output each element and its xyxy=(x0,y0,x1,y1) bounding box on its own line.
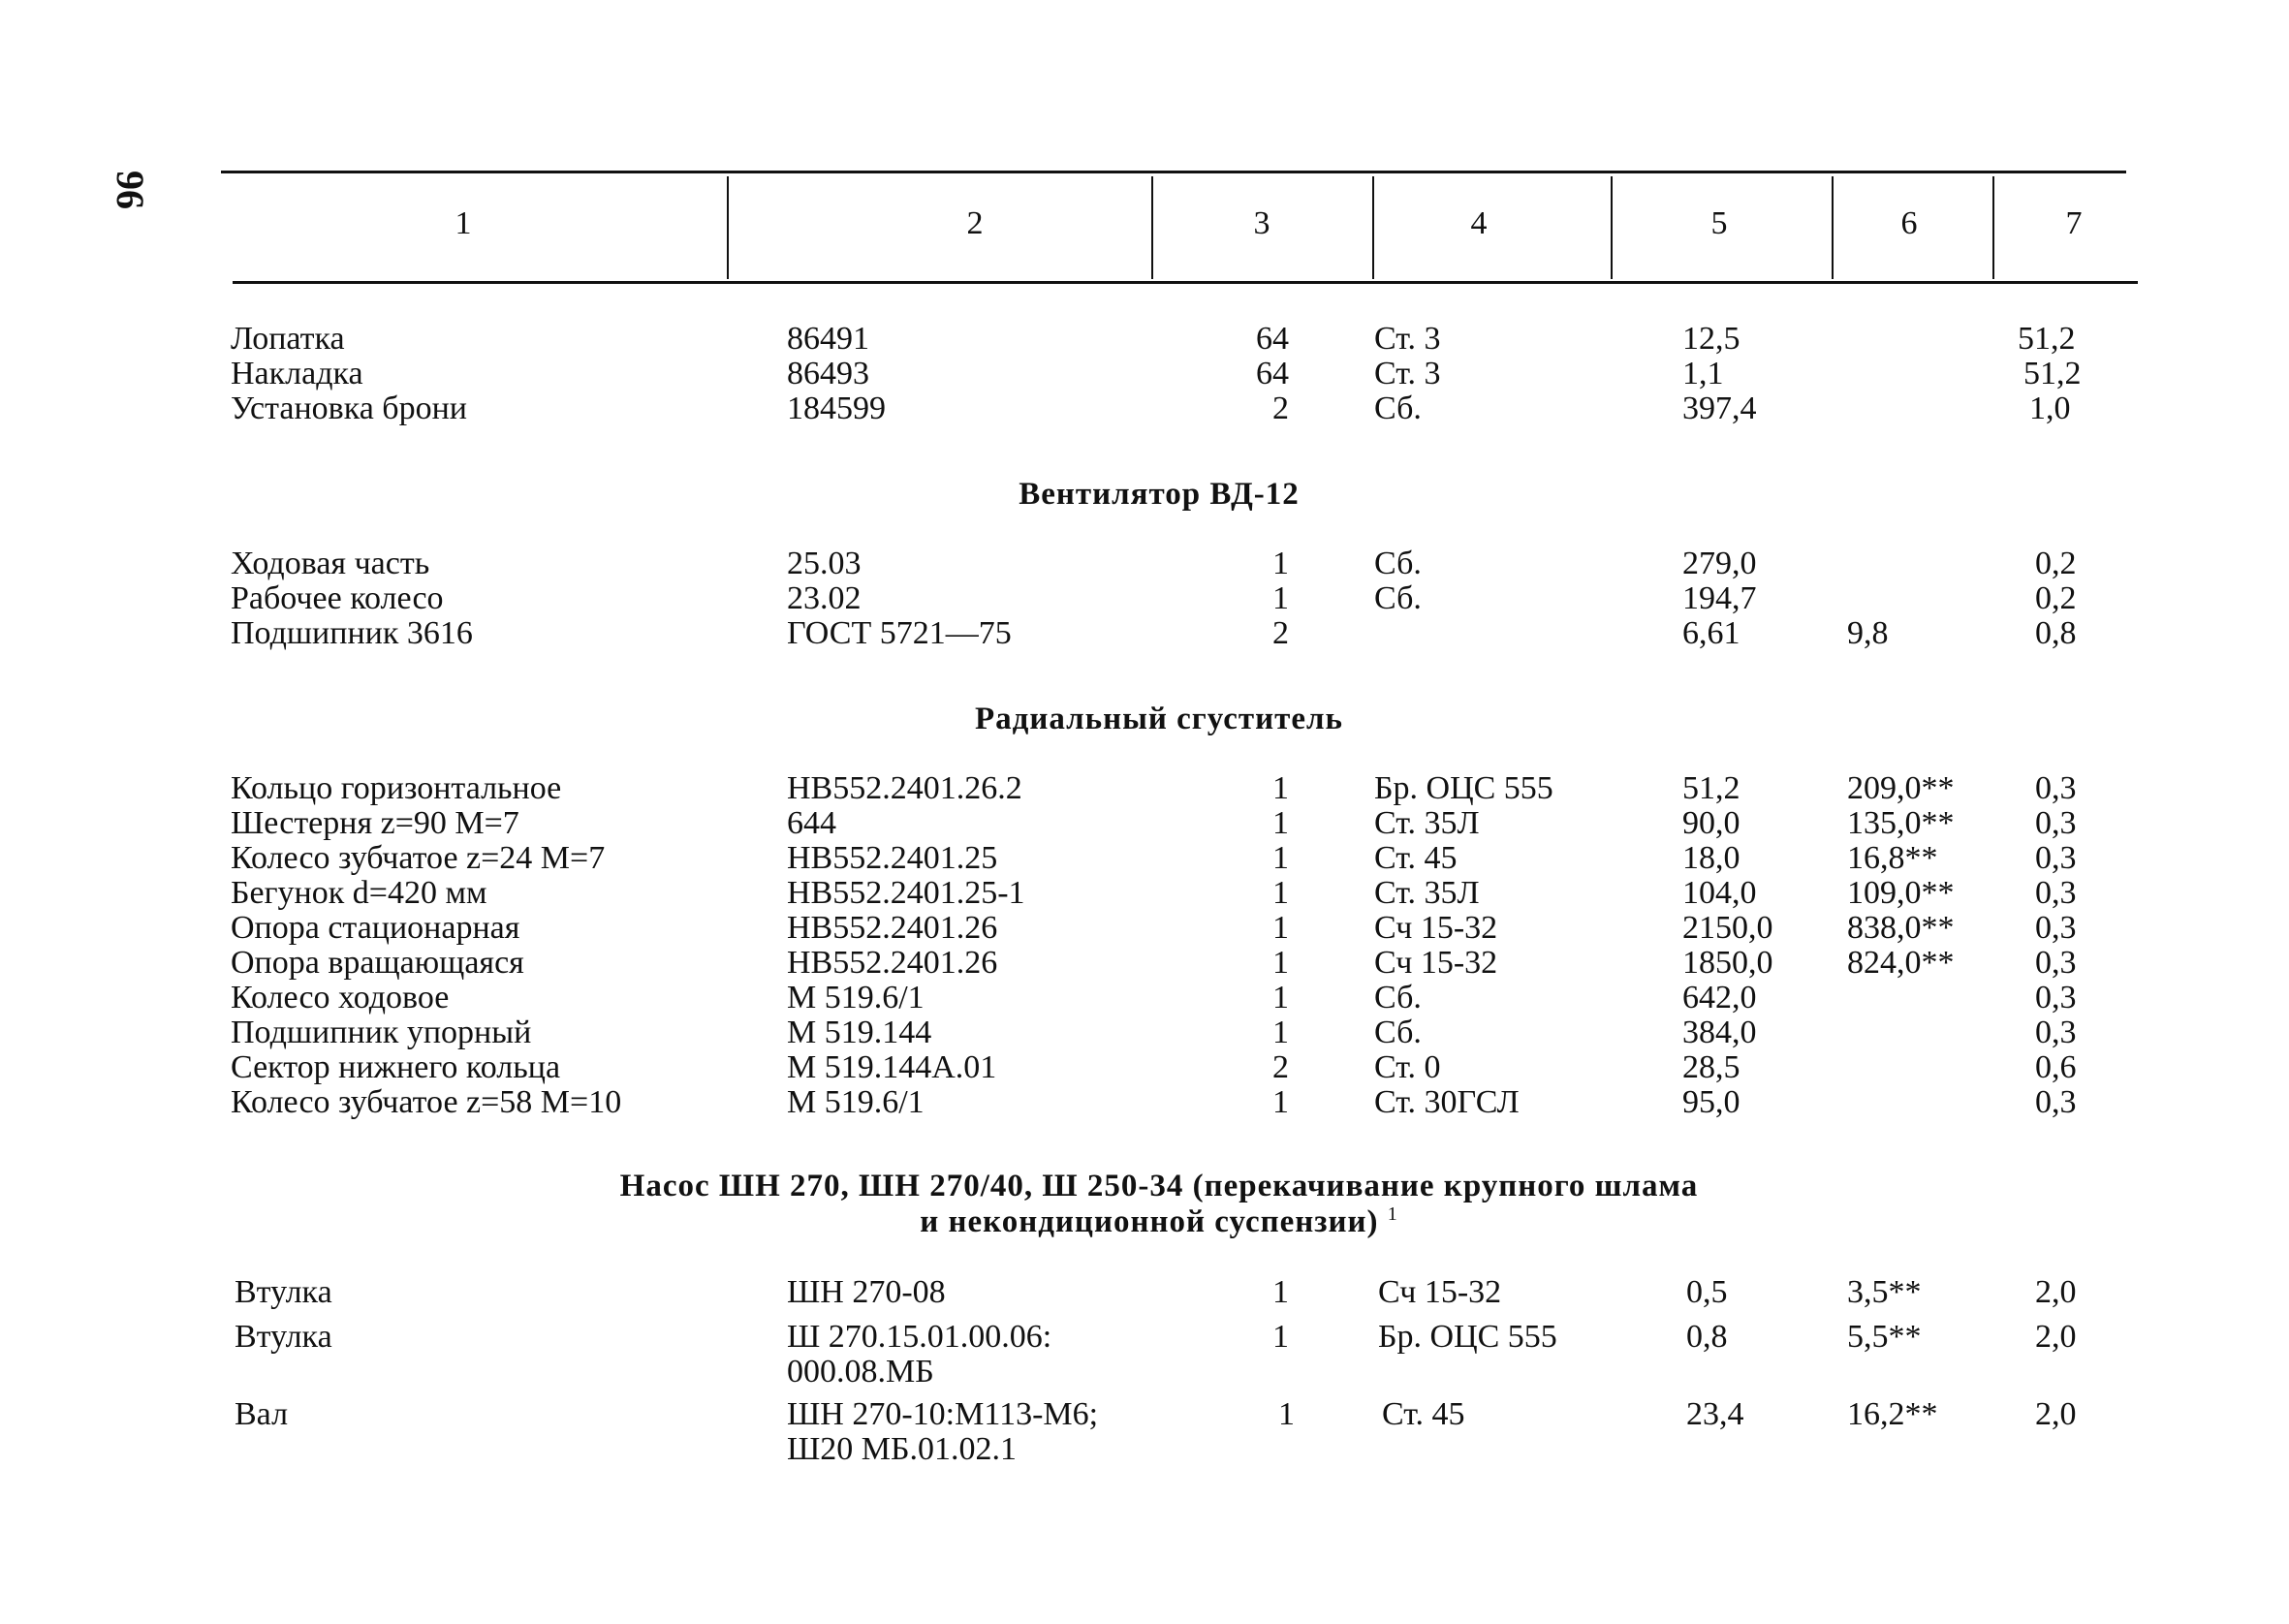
item-col6: 824,0** xyxy=(1847,945,1955,981)
item-col7: 51,2 xyxy=(2018,321,2076,357)
item-name: Колесо зубчатое z=24 M=7 xyxy=(231,840,606,876)
item-material: Ст. 45 xyxy=(1374,840,1458,876)
item-code-line-1: Ш 270.15.01.00.06: xyxy=(787,1319,1052,1355)
item-material: Сб. xyxy=(1374,546,1422,581)
item-col7: 0,3 xyxy=(2035,875,2077,911)
item-mass: 18,0 xyxy=(1682,840,1740,876)
item-mass: 12,5 xyxy=(1682,321,1740,357)
item-mass: 642,0 xyxy=(1682,980,1757,1015)
column-header-1: 1 xyxy=(455,205,472,241)
item-name: Опора вращающаяся xyxy=(231,945,524,981)
item-qty: 1 xyxy=(1272,840,1289,876)
item-mass: 279,0 xyxy=(1682,546,1757,581)
table-top-rule xyxy=(221,171,2126,173)
item-qty: 1 xyxy=(1272,805,1289,841)
item-name: Подшипник упорный xyxy=(231,1015,532,1050)
item-col6: 209,0** xyxy=(1847,770,1955,806)
item-name: Шестерня z=90 M=7 xyxy=(231,805,519,841)
item-qty: 1 xyxy=(1272,910,1289,946)
item-mass: 1,1 xyxy=(1682,356,1724,391)
item-material: Ст. 45 xyxy=(1382,1396,1465,1432)
item-name: Лопатка xyxy=(231,321,345,357)
item-col6: 838,0** xyxy=(1847,910,1955,946)
item-qty: 1 xyxy=(1272,1015,1289,1050)
item-mass: 90,0 xyxy=(1682,805,1740,841)
item-material: Сч 15-32 xyxy=(1374,945,1498,981)
item-name: Кольцо горизонтальное xyxy=(231,770,562,806)
item-code: 184599 xyxy=(787,390,886,426)
item-mass: 51,2 xyxy=(1682,770,1740,806)
item-name: Втулка xyxy=(235,1274,332,1310)
item-qty: 2 xyxy=(1272,1049,1289,1085)
item-qty: 1 xyxy=(1272,1274,1289,1310)
item-qty: 64 xyxy=(1256,321,1289,357)
item-col6: 109,0** xyxy=(1847,875,1955,911)
item-name: Колесо ходовое xyxy=(231,980,450,1015)
item-material: Ст. 3 xyxy=(1374,321,1441,357)
item-col7: 0,2 xyxy=(2035,580,2077,616)
item-col7: 0,6 xyxy=(2035,1049,2077,1085)
item-code: М 519.6/1 xyxy=(787,980,925,1015)
item-col7: 0,3 xyxy=(2035,770,2077,806)
item-mass: 384,0 xyxy=(1682,1015,1757,1050)
item-mass: 23,4 xyxy=(1686,1396,1744,1432)
item-name: Втулка xyxy=(235,1319,332,1355)
item-name: Сектор нижнего кольца xyxy=(231,1049,561,1085)
item-mass: 0,5 xyxy=(1686,1274,1728,1310)
item-col6: 3,5** xyxy=(1847,1274,1922,1310)
item-col6: 9,8 xyxy=(1847,615,1889,651)
item-col7: 2,0 xyxy=(2035,1319,2077,1355)
item-col7: 2,0 xyxy=(2035,1274,2077,1310)
item-code: НВ552.2401.26 xyxy=(787,945,998,981)
item-col7: 51,2 xyxy=(2023,356,2082,391)
item-col7: 0,3 xyxy=(2035,1084,2077,1120)
item-col7: 2,0 xyxy=(2035,1396,2077,1432)
item-col6: 135,0** xyxy=(1847,805,1955,841)
item-material: Сч 15-32 xyxy=(1378,1274,1502,1310)
item-qty: 1 xyxy=(1272,580,1289,616)
page-number: 96 xyxy=(109,171,152,209)
table-header-bottom-rule xyxy=(233,281,2138,284)
item-material: Ст. 3 xyxy=(1374,356,1441,391)
item-col7: 0,8 xyxy=(2035,615,2077,651)
item-qty: 1 xyxy=(1272,875,1289,911)
item-code-line-2: Ш20 МБ.01.02.1 xyxy=(787,1431,1018,1467)
item-qty: 1 xyxy=(1272,1084,1289,1120)
item-qty: 1 xyxy=(1272,770,1289,806)
item-code: 644 xyxy=(787,805,836,841)
item-name: Установка брони xyxy=(231,390,467,426)
item-material: Бр. ОЦС 555 xyxy=(1378,1319,1557,1355)
item-qty: 2 xyxy=(1272,615,1289,651)
item-material: Ст. 35Л xyxy=(1374,805,1480,841)
item-code: М 519.144А.01 xyxy=(787,1049,997,1085)
section-title-line-2 xyxy=(0,1203,2289,1240)
item-mass: 2150,0 xyxy=(1682,910,1773,946)
item-qty: 1 xyxy=(1278,1396,1295,1432)
item-code: НВ552.2401.25 xyxy=(787,840,998,876)
item-code: М 519.144 xyxy=(787,1015,932,1050)
item-code: 86493 xyxy=(787,356,869,391)
item-code: М 519.6/1 xyxy=(787,1084,925,1120)
item-col6: 5,5** xyxy=(1847,1319,1922,1355)
item-code: НВ552.2401.26.2 xyxy=(787,770,1022,806)
column-header-2: 2 xyxy=(966,205,984,241)
item-name: Рабочее колесо xyxy=(231,580,444,616)
item-name: Колесо зубчатое z=58 M=10 xyxy=(231,1084,622,1120)
section-title: Радиальный сгуститель xyxy=(975,702,1343,736)
item-mass: 1850,0 xyxy=(1682,945,1773,981)
item-mass: 28,5 xyxy=(1682,1049,1740,1085)
item-code: ШН 270-08 xyxy=(787,1274,946,1310)
item-qty: 2 xyxy=(1272,390,1289,426)
item-code: НВ552.2401.26 xyxy=(787,910,998,946)
item-col6: 16,2** xyxy=(1847,1396,1938,1432)
item-mass: 95,0 xyxy=(1682,1084,1740,1120)
item-material: Сч 15-32 xyxy=(1374,910,1498,946)
footnote-marker: 1 xyxy=(1387,1203,1398,1225)
item-name: Бегунок d=420 мм xyxy=(231,875,487,911)
item-material: Ст. 35Л xyxy=(1374,875,1480,911)
item-code: 25.03 xyxy=(787,546,862,581)
item-code: 86491 xyxy=(787,321,869,357)
item-code: ГОСТ 5721—75 xyxy=(787,615,1012,651)
item-col7: 0,3 xyxy=(2035,910,2077,946)
column-header-6: 6 xyxy=(1900,205,1918,241)
item-mass: 0,8 xyxy=(1686,1319,1728,1355)
item-qty: 1 xyxy=(1272,945,1289,981)
item-name: Накладка xyxy=(231,356,363,391)
item-name: Вал xyxy=(235,1396,289,1432)
item-name: Подшипник 3616 xyxy=(231,615,473,651)
item-col7: 0,3 xyxy=(2035,840,2077,876)
item-code-line-2: 000.08.МБ xyxy=(787,1354,934,1390)
item-col7: 1,0 xyxy=(2029,390,2071,426)
item-material: Сб. xyxy=(1374,580,1422,616)
section-title-text: и некондиционной суспензии) xyxy=(920,1204,1379,1239)
item-material: Бр. ОЦС 555 xyxy=(1374,770,1553,806)
column-header-4: 4 xyxy=(1470,205,1488,241)
section-title-line-1: Насос ШН 270, ШН 270/40, Ш 250-34 (перекачивание крупного шлама xyxy=(619,1169,1699,1203)
item-material: Сб. xyxy=(1374,390,1422,426)
item-mass: 104,0 xyxy=(1682,875,1757,911)
item-col7: 0,3 xyxy=(2035,1015,2077,1050)
item-name: Ходовая часть xyxy=(231,546,430,581)
item-col7: 0,3 xyxy=(2035,805,2077,841)
item-col7: 0,3 xyxy=(2035,980,2077,1015)
item-material: Сб. xyxy=(1374,1015,1422,1050)
item-material: Сб. xyxy=(1374,980,1422,1015)
section-title: Вентилятор ВД-12 xyxy=(1019,477,1300,512)
item-col6: 16,8** xyxy=(1847,840,1938,876)
item-col7: 0,3 xyxy=(2035,945,2077,981)
item-qty: 1 xyxy=(1272,546,1289,581)
item-mass: 397,4 xyxy=(1682,390,1757,426)
item-code-line-1: ШН 270-10:М113-М6; xyxy=(787,1396,1099,1432)
item-qty: 64 xyxy=(1256,356,1289,391)
item-mass: 194,7 xyxy=(1682,580,1757,616)
item-material: Ст. 0 xyxy=(1374,1049,1441,1085)
item-code: НВ552.2401.25-1 xyxy=(787,875,1025,911)
item-qty: 1 xyxy=(1272,1319,1289,1355)
item-col7: 0,2 xyxy=(2035,546,2077,581)
item-mass: 6,61 xyxy=(1682,615,1740,651)
item-qty: 1 xyxy=(1272,980,1289,1015)
column-header-7: 7 xyxy=(2065,205,2083,241)
item-material: Ст. 30ГСЛ xyxy=(1374,1084,1520,1120)
item-name: Опора стационарная xyxy=(231,910,520,946)
column-header-5: 5 xyxy=(1710,205,1728,241)
column-header-3: 3 xyxy=(1253,205,1270,241)
table-header xyxy=(0,205,2289,248)
item-code: 23.02 xyxy=(787,580,862,616)
